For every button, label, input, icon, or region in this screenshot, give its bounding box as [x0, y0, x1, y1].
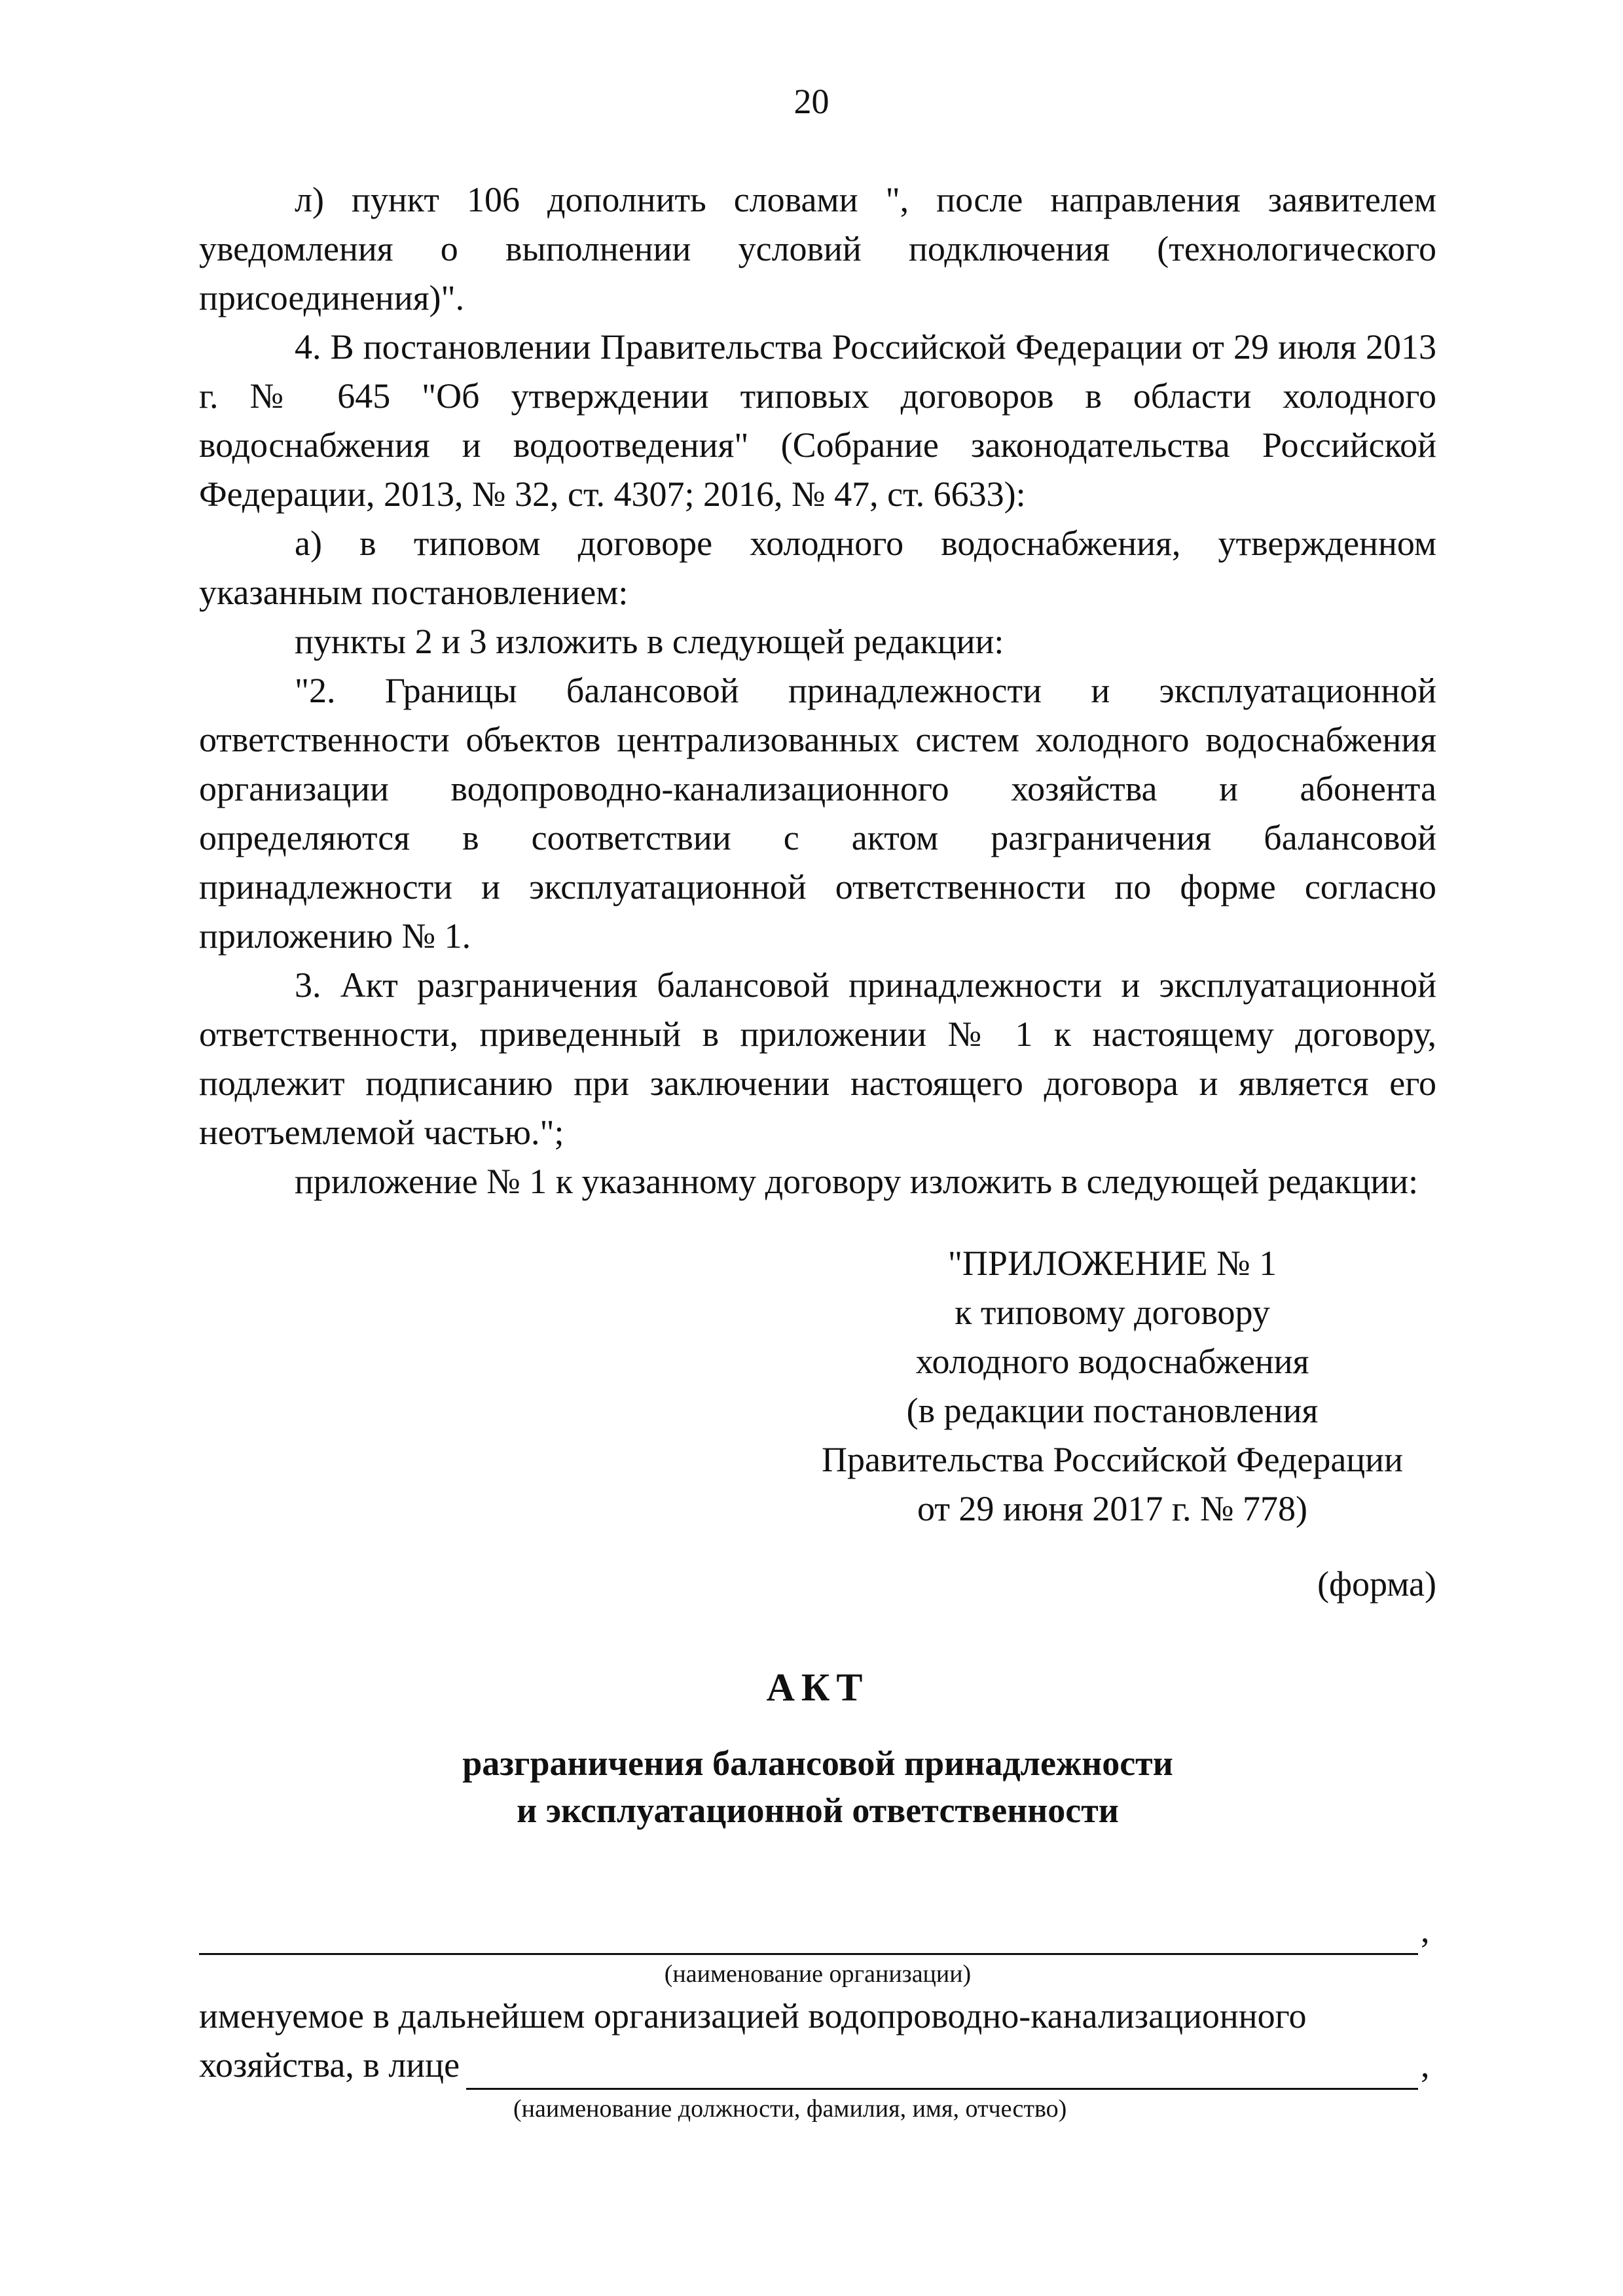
- in-person-label: хозяйства, в лице: [199, 2045, 460, 2085]
- act-subtitle: [199, 1740, 1436, 1834]
- representative-blank[interactable]: [466, 2062, 1418, 2090]
- document-body: [199, 175, 1436, 2124]
- organization-name-blank[interactable]: [199, 1927, 1418, 1955]
- paragraph-point-2: "2. Границы балансовой принадлежности и эксплуатационной ответственности объектов централизованных систем холодного водоснабжения организации водопроводно-канализационного хозяйства и абонента определяются в соответствии с актом разграничения балансовой принадлежности и эксплуатационной ответственности по форме согласно приложению № 1.: [199, 671, 1436, 956]
- paragraph-point-3: 3. Акт разграничения балансовой принадлежности и эксплуатационной ответственности, приведенный в приложении № 1 к настоящему договору, подлежит подписанию при заключении настоящего договора и является его неотъемлемой частью.";: [199, 965, 1436, 1152]
- paragraph-a: а) в типовом договоре холодного водоснабжения, утвержденном указанным постановлением:: [199, 524, 1436, 612]
- appendix-header: [788, 1239, 1436, 1534]
- named-as-text: именуемое в дальнейшем организацией водопроводно-канализационного: [199, 1996, 1307, 2036]
- appendix-line-5: Правительства Российской Федерации: [822, 1440, 1403, 1479]
- appendix-line-6: от 29 июня 2017 г. № 778): [917, 1489, 1307, 1528]
- organization-name-row: [199, 1906, 1436, 1955]
- page-number: 20: [793, 82, 830, 121]
- act-title: АКТ: [766, 1666, 869, 1709]
- representative-row: [199, 2041, 1436, 2090]
- paragraph-points-2-3: пункты 2 и 3 изложить в следующей редакции:: [295, 622, 1004, 661]
- appendix-line-3: холодного водоснабжения: [915, 1342, 1309, 1381]
- form-label: (форма): [1317, 1564, 1436, 1604]
- act-subtitle-line-1: разграничения балансовой принадлежности: [462, 1744, 1173, 1783]
- paragraph-l: л) пункт 106 дополнить словами ", после направления заявителем уведомления о выполнении условий подключения (технологического присоединения)".: [199, 180, 1436, 317]
- appendix-line-1: "ПРИЛОЖЕНИЕ № 1: [947, 1244, 1277, 1283]
- representative-comma: ,: [1421, 2045, 1430, 2085]
- appendix-line-4: (в редакции постановления: [906, 1391, 1319, 1430]
- organization-comma: ,: [1421, 1910, 1430, 1950]
- representative-caption: (наименование должности, фамилия, имя, отчество): [513, 2095, 1067, 2123]
- organization-name-caption: (наименование организации): [664, 1960, 972, 1988]
- appendix-line-2: к типовому договору: [955, 1293, 1270, 1332]
- paragraph-appendix-intro: приложение № 1 к указанному договору изложить в следующей редакции:: [295, 1162, 1419, 1201]
- act-subtitle-line-2: и эксплуатационной ответственности: [517, 1791, 1119, 1830]
- paragraph-4: 4. В постановлении Правительства Российской Федерации от 29 июля 2013 г. № 645 "Об утверждении типовых договоров в области холодного водоснабжения и водоотведения" (Собрание законодательства Российской Федерации, 2013, № 32, ст. 4307; 2016, № 47, ст. 6633):: [199, 327, 1436, 514]
